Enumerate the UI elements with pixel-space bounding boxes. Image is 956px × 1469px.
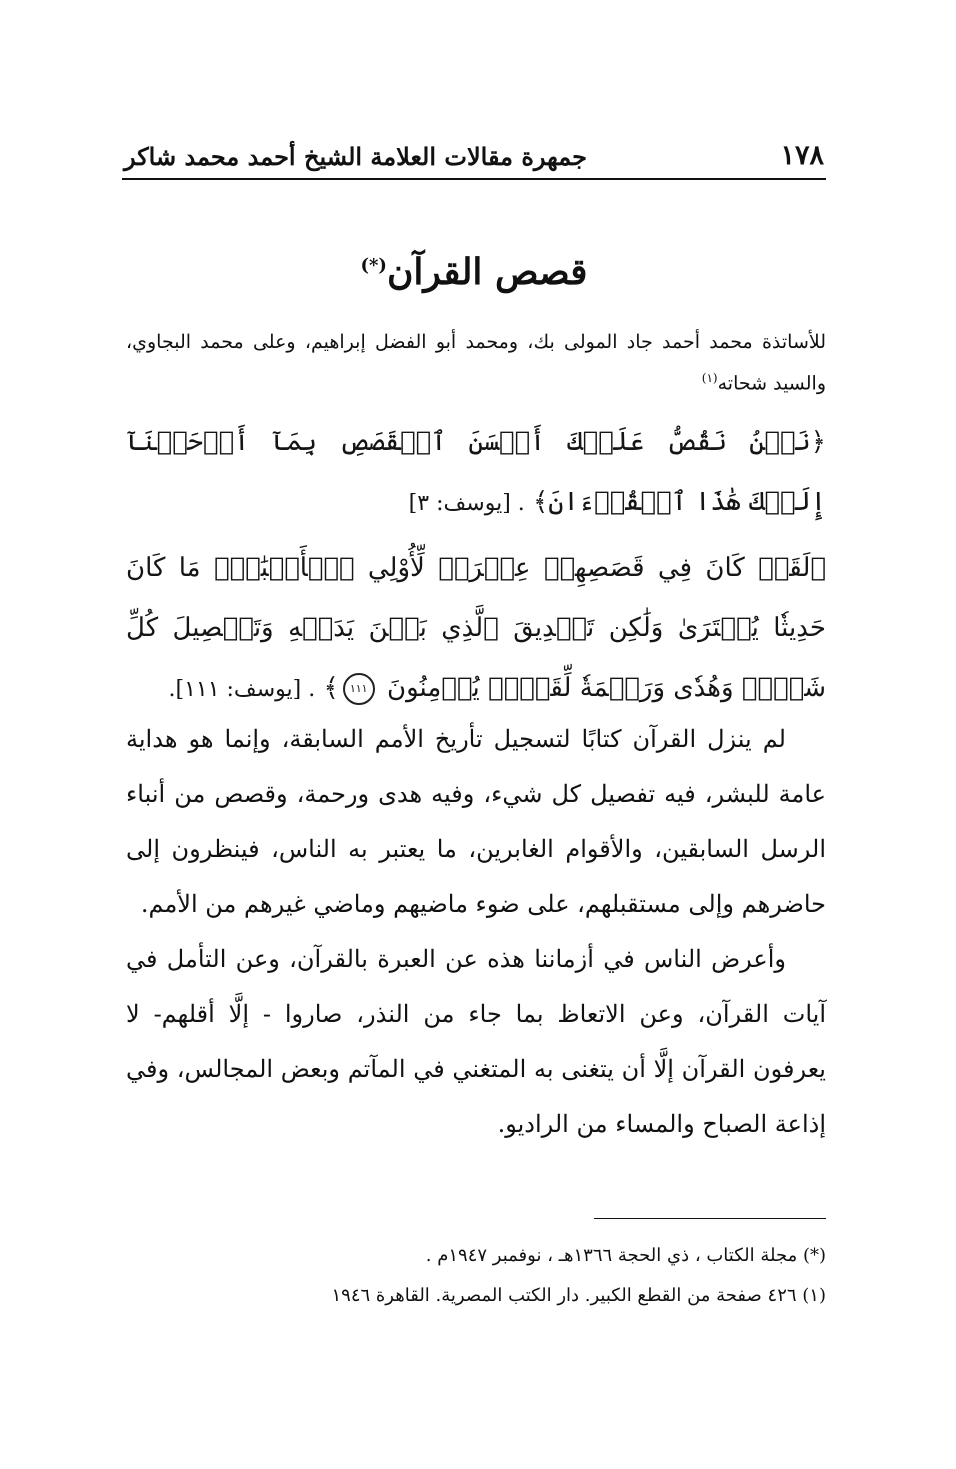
verse-text: نَحۡنُ نَقُصُّ عَلَيۡكَ أَحۡسَنَ ٱلۡقَصَصِ بِمَآ أَوۡحَيۡنَآ إِلَيۡكَ هَٰذَا ٱلۡقُرۡءَانَ xyxy=(126,427,826,517)
verse-close-bracket: ﴾ xyxy=(323,673,339,703)
quran-verse-1 xyxy=(126,412,826,534)
footnote-item: (*) مجلة الكتاب ، ذي الحجة ١٣٦٦هـ ، نوفمبر ١٩٤٧م . xyxy=(425,1245,826,1266)
page-number: ١٧٨ xyxy=(780,140,824,171)
authors-text: للأساتذة محمد أحمد جاد المولى بك، ومحمد أبو الفضل إبراهيم، وعلى محمد البجاوي، والسيد شحاته xyxy=(126,331,826,395)
article-body xyxy=(126,712,826,1152)
verse-close-bracket: ﴾ xyxy=(533,487,549,517)
body-paragraph: وأعرض الناس في أزماننا هذه عن العبرة بالقرآن، وعن التأمل في آيات القرآن، وعن الاتعاظ بما جاء من النذر، صاروا - إلَّا أقلهم- لا يعرفون القرآن إلَّا أن يتغنى به المتغني في المآتم وبعض المجالس، وفي إذاعة الصباح والمساء من الراديو. xyxy=(126,945,826,1138)
running-title: جمهرة مقالات العلامة الشيخ أحمد محمد شاكر xyxy=(124,142,587,171)
authors-footnote-marker: (١) xyxy=(701,371,718,385)
authors-line xyxy=(126,324,826,401)
footnote-separator xyxy=(594,1218,826,1219)
verse-open-bracket: ﴿ xyxy=(810,427,826,457)
verse-text: لَقَدۡ كَانَ فِي قَصَصِهِمۡ عِبۡرَةٞ لِّأُوْلِي ٱلۡأَلۡبَٰبِۗ مَا كَانَ حَدِيثٗا يُفۡتَرَىٰ وَلَٰكِن تَصۡدِيقَ ٱلَّذِي بَيۡنَ يَدَيۡهِ وَتَفۡصِيلَ كُلِّ شَيۡءٖ وَهُدٗى وَرَحۡمَةٗ لِّقَوۡمٖ يُؤۡمِنُونَ xyxy=(126,553,826,703)
ayah-number-medallion: ١١١ xyxy=(343,673,375,705)
title-footnote-marker: (*) xyxy=(360,255,387,276)
body-paragraph: لم ينزل القرآن كتابًا لتسجيل تأريخ الأمم السابقة، وإنما هو هداية عامة للبشر، فيه تفصيل كل شيء، وفيه هدى ورحمة، وقصص من أنباء الرسل السابقين، والأقوام الغابرين، ما يعتبر به الناس، فينظرون إلى حاضرهم وإلى مستقبلهم، على ضوء ماضيهم وماضي غيرهم من الأمم. xyxy=(126,725,826,918)
article-title xyxy=(122,236,826,302)
verse-reference: . [يوسف: ١١١]. xyxy=(168,677,316,702)
page-header xyxy=(122,136,826,180)
footnote-item: (١) ٤٢٦ صفحة من القطع الكبير. دار الكتب المصرية. القاهرة ١٩٤٦ xyxy=(331,1285,826,1306)
footnotes xyxy=(126,1236,826,1316)
verse-reference: . [يوسف: ٣] xyxy=(408,491,525,516)
article-title-text: قصص القرآن xyxy=(386,251,588,293)
quran-verse-2 xyxy=(126,538,826,720)
verse-open-bracket: ﴿ xyxy=(810,553,826,583)
